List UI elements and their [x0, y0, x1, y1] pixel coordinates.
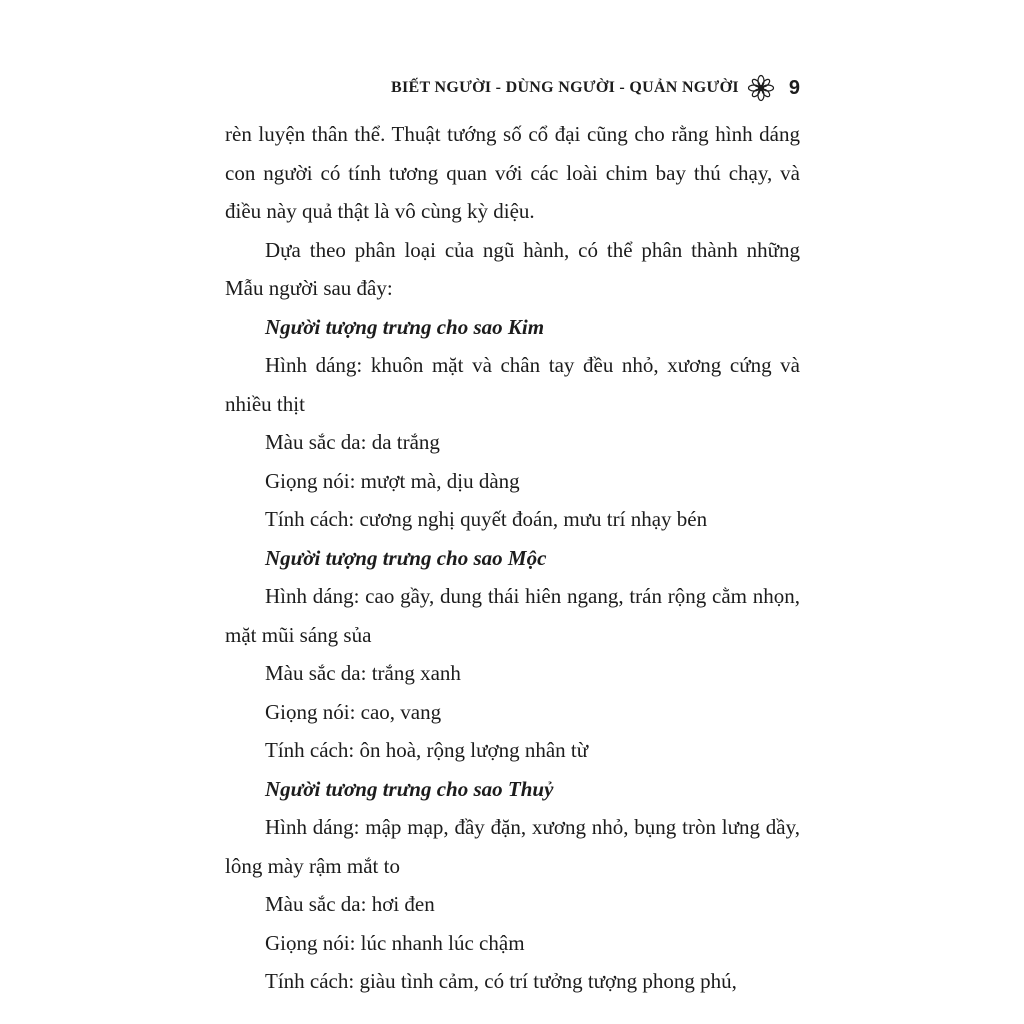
section-heading-kim: Người tượng trưng cho sao Kim — [265, 314, 545, 339]
voice-line: Giọng nói: lúc nhanh lúc chậm — [265, 930, 525, 955]
voice-line: Giọng nói: cao, vang — [265, 699, 442, 724]
running-title: BIẾT NGƯỜI - DÙNG NGƯỜI - QUẢN NGƯỜI — [391, 79, 739, 96]
character-line: Tính cách: ôn hoà, rộng lượng nhân từ — [265, 738, 589, 762]
section-heading-thuy: Người tương trưng cho sao Thuỷ — [265, 776, 554, 801]
skin-line: Màu sắc da: hơi đen — [265, 892, 435, 916]
paragraph: rèn luyện thân thể. Thuật tướng số cổ đại cũng cho rằng hình dáng con người có tính tương quan với các loài chim bay thú chạy, và điều này quả thật là vô cùng kỳ diệu. — [225, 122, 800, 223]
shape-line: Hình dáng: cao gầy, dung thái hiên ngang, trán rộng cằm nhọn, mặt mũi sáng sủa — [225, 584, 800, 647]
skin-line: Màu sắc da: trắng xanh — [265, 661, 461, 685]
page-number: 9 — [788, 76, 800, 99]
lotus-ornament-icon — [747, 74, 775, 102]
section-heading-moc: Người tượng trưng cho sao Mộc — [265, 545, 547, 570]
body-text — [225, 115, 800, 1001]
running-header — [200, 70, 800, 106]
character-line: Tính cách: cương nghị quyết đoán, mưu trí nhạy bén — [265, 507, 708, 531]
voice-line: Giọng nói: mượt mà, dịu dàng — [265, 468, 520, 493]
paragraph: Dựa theo phân loại của ngũ hành, có thể phân thành những Mẫu người sau đây: — [225, 237, 800, 300]
skin-line: Màu sắc da: da trắng — [265, 430, 440, 454]
character-line: Tính cách: giàu tình cảm, có trí tưởng tượng phong phú, — [265, 969, 737, 993]
shape-line: Hình dáng: mập mạp, đầy đặn, xương nhỏ, bụng tròn lưng dầy, lông mày rậm mắt to — [225, 815, 800, 878]
shape-line: Hình dáng: khuôn mặt và chân tay đều nhỏ, xương cứng và nhiều thịt — [225, 353, 800, 416]
